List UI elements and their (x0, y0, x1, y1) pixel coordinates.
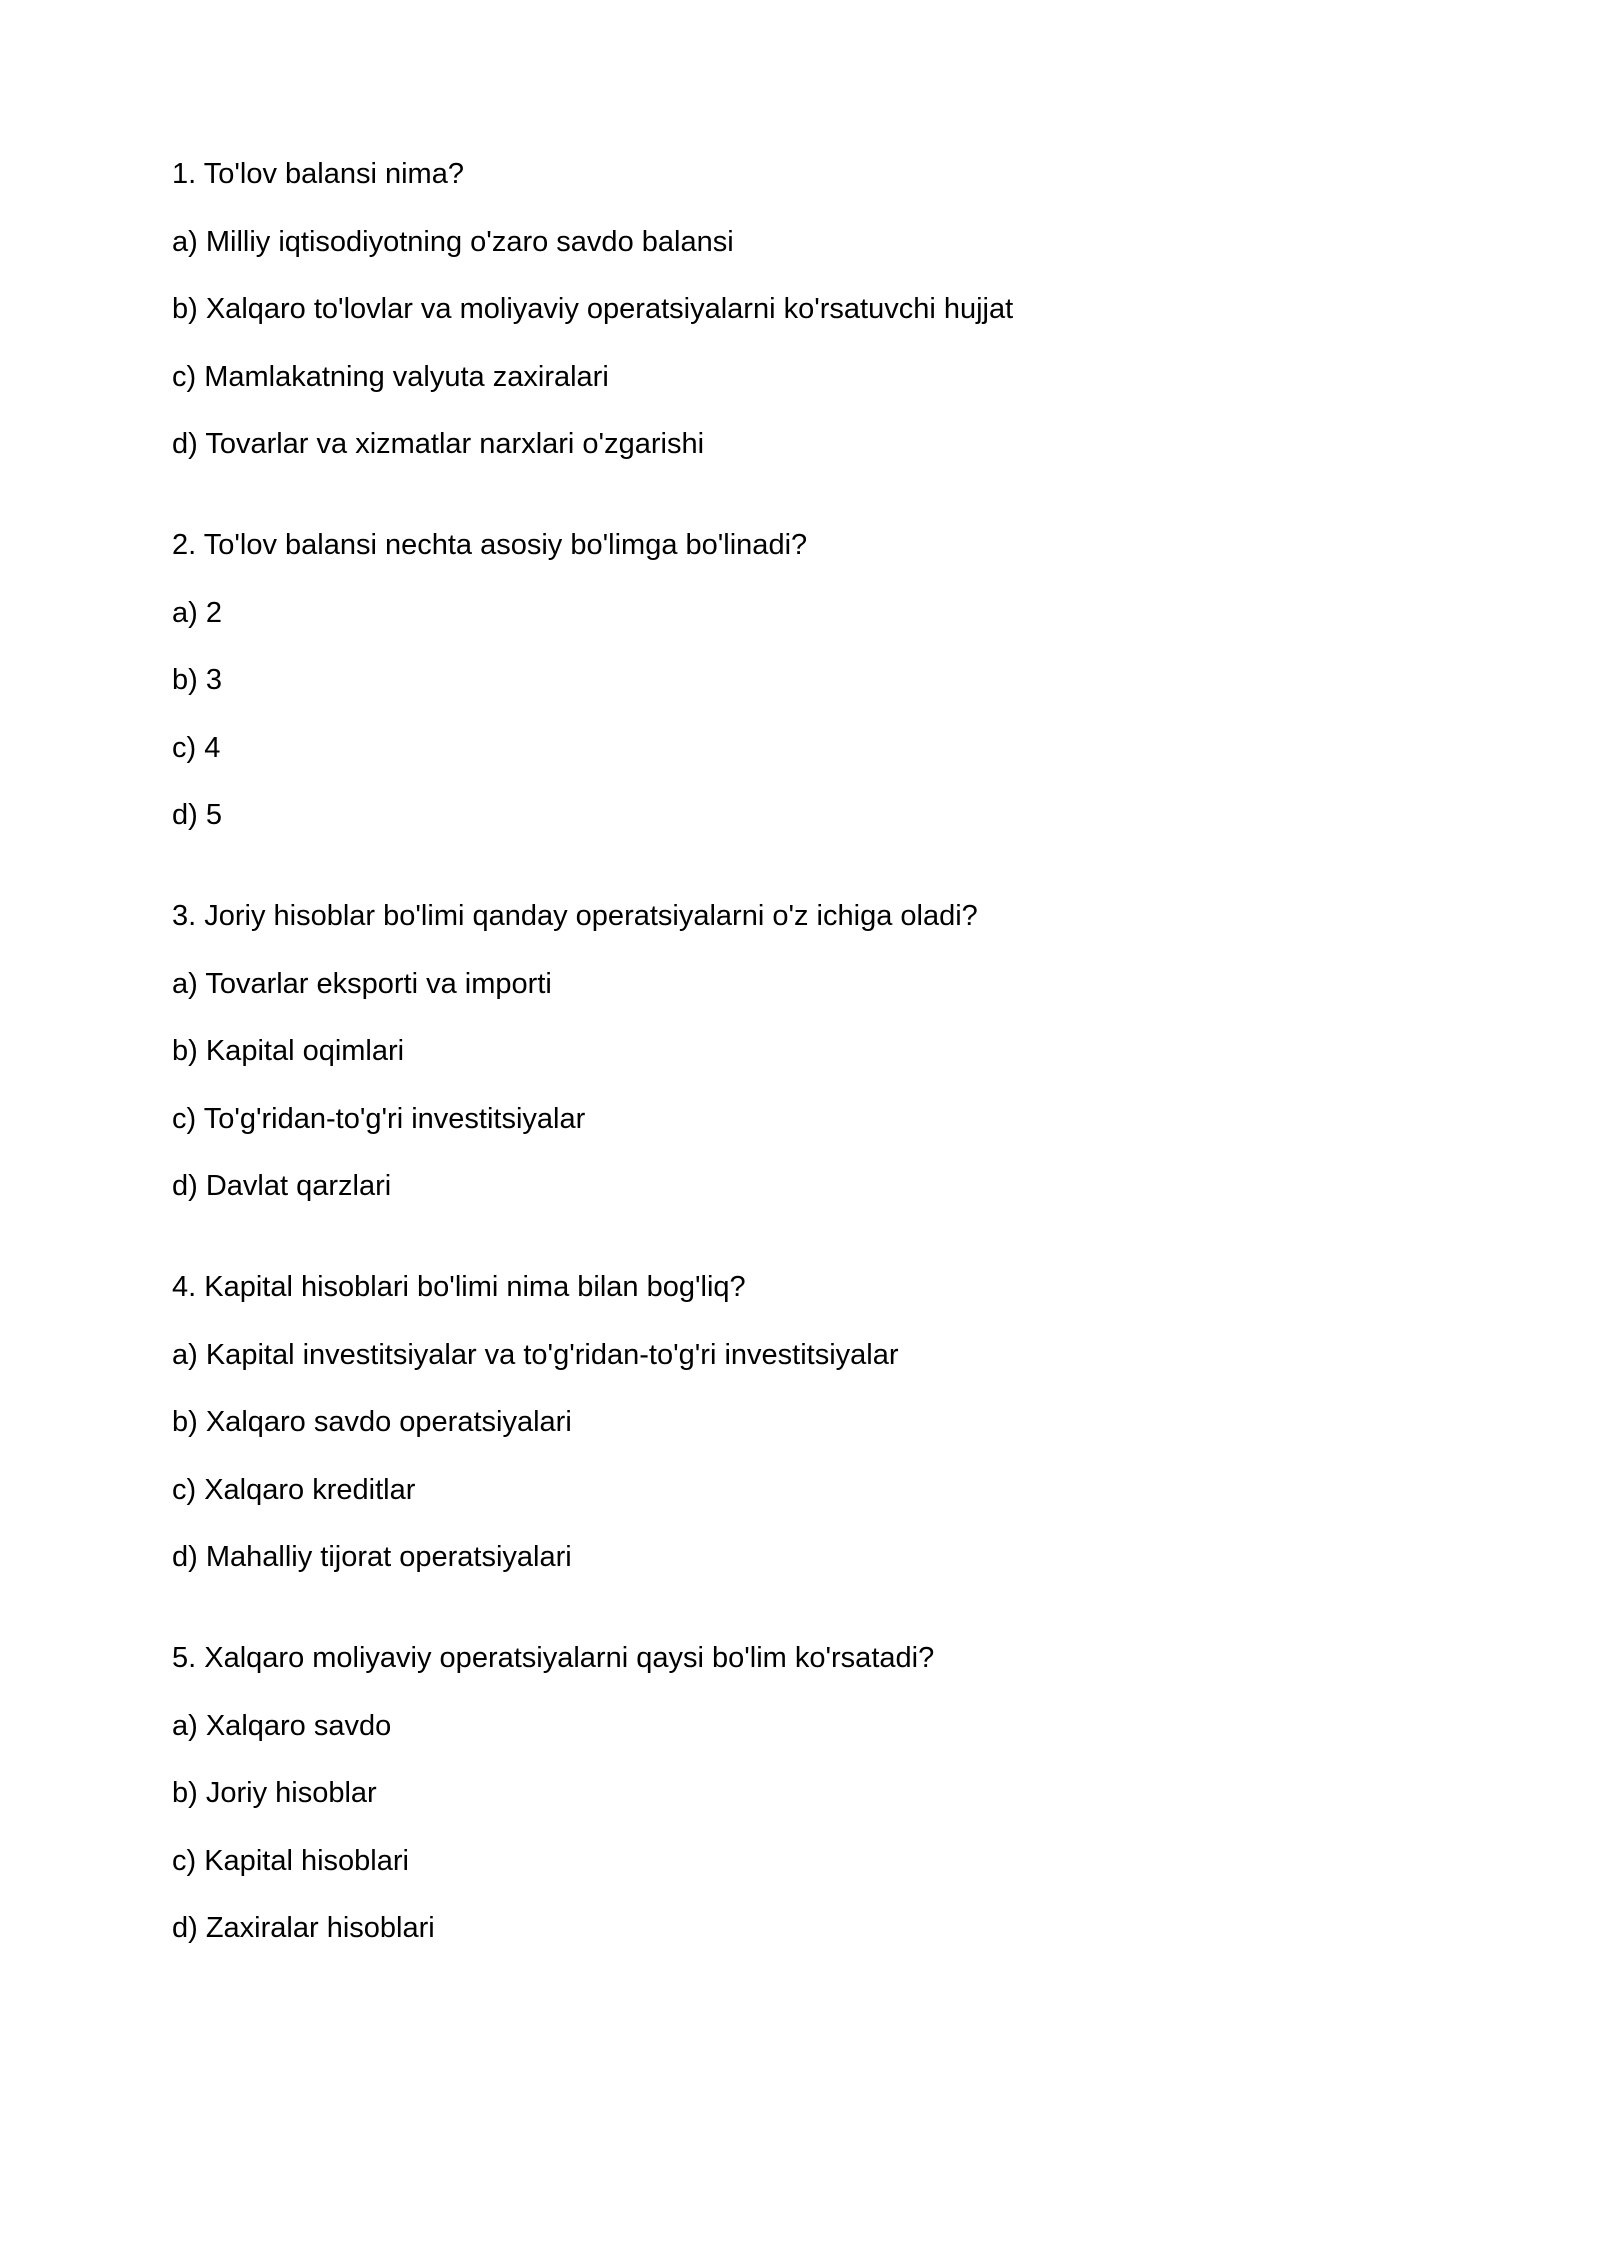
answer-option-d: d) Davlat qarzlari (172, 1170, 392, 1202)
answer-option-d: d) Zaxiralar hisoblari (172, 1912, 435, 1944)
question-block-4 (172, 1270, 1472, 1574)
answer-option-b: b) Xalqaro savdo operatsiyalari (172, 1406, 572, 1438)
answer-option-d: d) Mahalliy tijorat operatsiyalari (172, 1541, 572, 1573)
answer-option-a: a) Milliy iqtisodiyotning o'zaro savdo balansi (172, 225, 734, 258)
answer-option-a: a) Tovarlar eksporti va importi (172, 967, 552, 1000)
answer-option-b: b) Joriy hisoblar (172, 1777, 377, 1809)
answer-option-b: b) 3 (172, 664, 222, 696)
answer-option-c: c) Xalqaro kreditlar (172, 1473, 416, 1506)
question-text: 1. To'lov balansi nima? (172, 158, 464, 190)
question-text: 4. Kapital hisoblari bo'limi nima bilan bog'liq? (172, 1271, 746, 1303)
question-text: 2. To'lov balansi nechta asosiy bo'limga bo'linadi? (172, 529, 808, 561)
question-block-1 (172, 157, 1472, 461)
answer-option-a: a) 2 (172, 596, 222, 629)
answer-option-c: c) Mamlakatning valyuta zaxiralari (172, 360, 609, 393)
answer-option-a: a) Xalqaro savdo (172, 1709, 392, 1742)
answer-option-c: c) Kapital hisoblari (172, 1844, 409, 1877)
answer-option-d: d) 5 (172, 799, 222, 831)
answer-option-a: a) Kapital investitsiyalar va to'g'ridan-to'g'ri investitsiyalar (172, 1338, 899, 1371)
question-block-2 (172, 528, 1472, 832)
question-text: 5. Xalqaro moliyaviy operatsiyalarni qaysi bo'lim ko'rsatadi? (172, 1642, 935, 1674)
question-block-3 (172, 899, 1472, 1203)
answer-option-b: b) Kapital oqimlari (172, 1035, 405, 1067)
answer-option-c: c) To'g'ridan-to'g'ri investitsiyalar (172, 1102, 586, 1135)
question-text: 3. Joriy hisoblar bo'limi qanday operatsiyalarni o'z ichiga oladi? (172, 900, 978, 932)
question-block-5 (172, 1641, 1472, 1945)
answer-option-c: c) 4 (172, 731, 221, 764)
quiz-content (172, 157, 1472, 2012)
answer-option-d: d) Tovarlar va xizmatlar narxlari o'zgarishi (172, 428, 705, 460)
answer-option-b: b) Xalqaro to'lovlar va moliyaviy operatsiyalarni ko'rsatuvchi hujjat (172, 293, 1014, 325)
